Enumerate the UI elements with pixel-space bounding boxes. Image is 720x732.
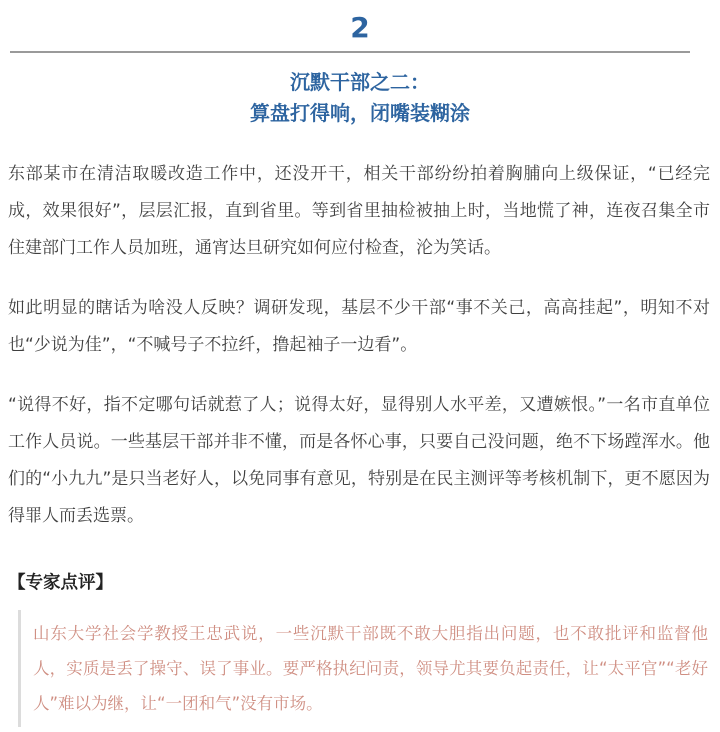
article-title-line1: 沉默干部之二： <box>290 70 430 94</box>
article-title <box>0 67 720 129</box>
article-paragraph: 如此明显的瞎话为啥没人反映？调研发现，基层不少干部“事不关己，高高挂起”，明知不对也“少说为佳”，“不喊号子不拉纤，撸起袖子一边看”。 <box>8 298 710 355</box>
section-divider <box>10 51 690 53</box>
expert-comment-heading: 【专家点评】 <box>8 573 113 593</box>
section-number: 2 <box>350 11 370 44</box>
article-paragraph: “说得不好，指不定哪句话就惹了人；说得太好，显得别人水平差，又遭嫉恨。”一名市直单位工作人员说。一些基层干部并非不懂，而是各怀心事，只要自己没问题，绝不下场蹚浑水。他们的“小九九”是只当老好人，以免同事有意见，特别是在民主测评等考核机制下，更不愿因为得罪人而丢选票。 <box>8 395 710 526</box>
expert-comment-quote: 山东大学社会学教授王忠武说，一些沉默干部既不敢大胆指出问题，也不敢批评和监督他人，实质是丢了操守、误了事业。要严格执纪问责，领导尤其要负起责任，让“太平官”“老好人”难以为继，让“一团和气”没有市场。 <box>18 610 708 727</box>
article-title-line2: 算盘打得响，闭嘴装糊涂 <box>250 101 470 125</box>
article-paragraph: 东部某市在清洁取暖改造工作中，还没开干，相关干部纷纷拍着胸脯向上级保证，“已经完成，效果很好”，层层汇报，直到省里。等到省里抽检被抽上时，当地慌了神，连夜召集全市住建部门工作人员加班，通宵达旦研究如何应付检查，沦为笑话。 <box>8 164 710 258</box>
article-body <box>0 156 720 535</box>
